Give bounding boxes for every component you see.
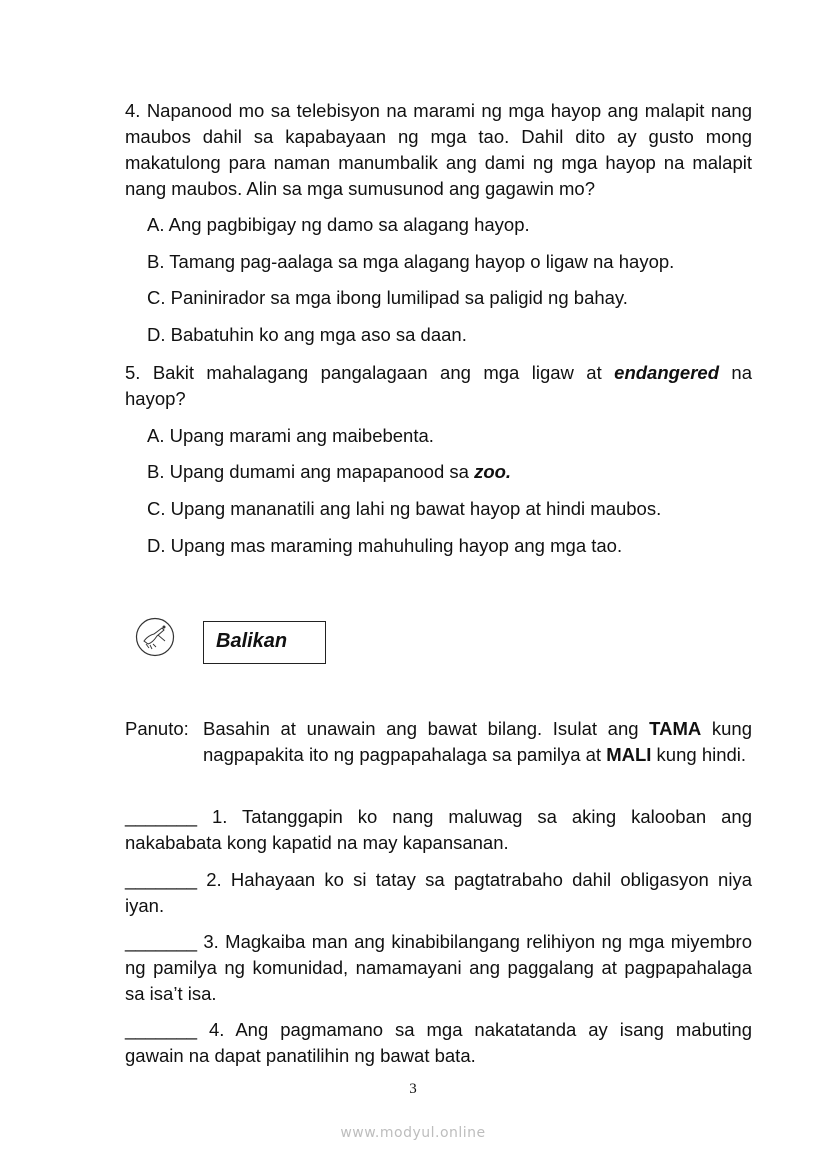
panuto-mali: MALI — [606, 744, 652, 765]
question-5-choice-c: C. Upang mananatili ang lahi ng bawat hayop at hindi maubos. — [147, 498, 662, 519]
panuto-label: Panuto: — [125, 718, 189, 739]
panuto-text-3: kung hindi. — [651, 744, 747, 765]
item-4: _______ 4. Ang pagmamano sa mga nakatatanda ay isang mabuting gawain na dapat panatilihin ng bawat bata. — [125, 1019, 752, 1066]
question-5-choice-d: D. Upang mas maraming mahuhuling hayop ang mga tao. — [147, 535, 623, 556]
question-4-choice-b: B. Tamang pag-aalaga sa mga alagang hayop o ligaw na hayop. — [147, 251, 675, 272]
hand-writing-icon — [135, 617, 175, 657]
question-5-choice-b-text: B. Upang dumami ang mapapanood sa — [147, 461, 475, 482]
panuto-instructions — [203, 716, 752, 768]
question-4-choice-a: A. Ang pagbibigay ng damo sa alagang hayop. — [147, 214, 530, 235]
question-4-text: 4. Napanood mo sa telebisyon na marami ng mga hayop ang malapit nang maubos dahil sa kapabayaan ng mga tao. Dahil dito ay gusto mong makatulong para naman manumbalik ang dami ng mga hayop na malapit nang maubos. Alin sa mga sumusunod ang gagawin mo? — [125, 100, 752, 199]
panuto-text-1: Basahin at unawain ang bawat bilang. Isulat ang — [203, 718, 650, 739]
question-5-choice-b-emphasis: zoo. — [474, 461, 512, 482]
item-2: _______ 2. Hahayaan ko si tatay sa pagtatrabaho dahil obligasyon niya iyan. — [125, 869, 752, 916]
question-5-choice-b — [147, 459, 752, 485]
balikan-title: Balikan — [216, 630, 288, 652]
question-5-choice-a: A. Upang marami ang maibebenta. — [147, 425, 434, 446]
page-number: 3 — [409, 1081, 417, 1097]
question-5-text-end: na hayop? — [125, 362, 753, 409]
panuto-tama: TAMA — [649, 718, 702, 739]
question-5-text-part: 5. Bakit mahalagang pangalagaan ang mga ligaw at — [125, 362, 615, 383]
panuto-text-2: kung nagpapakita ito ng pagpapahalaga sa pamilya at — [203, 718, 752, 765]
item-1: _______ 1. Tatanggapin ko nang maluwag sa aking kalooban ang nakababata kong kapatid na may kapansanan. — [125, 806, 752, 853]
question-4-choice-c: C. Paninirador sa mga ibong lumilipad sa paligid ng bahay. — [147, 287, 628, 308]
item-3: _______ 3. Magkaiba man ang kinabibilangang relihiyon ng mga miyembro ng pamilya ng komunidad, namamayani ang paggalang at pagpapahalaga sa isa’t isa. — [125, 931, 752, 1004]
question-5-emphasis: endangered — [614, 362, 720, 383]
balikan-section-box — [203, 621, 326, 664]
question-5-text — [125, 360, 752, 412]
watermark: www.modyul.online — [340, 1125, 486, 1141]
question-4-choice-d: D. Babatuhin ko ang mga aso sa daan. — [147, 324, 467, 345]
